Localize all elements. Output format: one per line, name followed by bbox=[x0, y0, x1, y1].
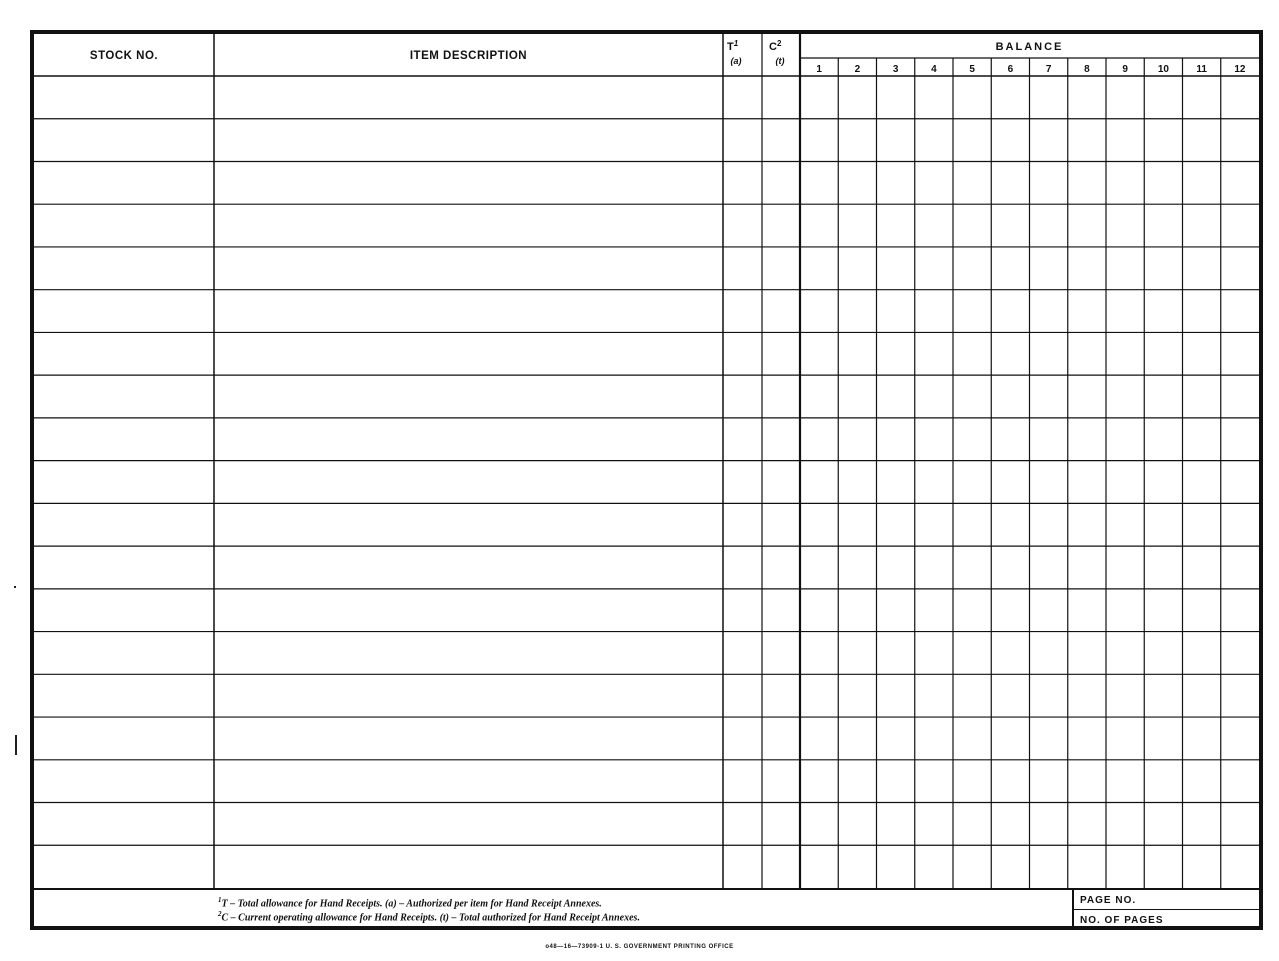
form-footer bbox=[34, 888, 1259, 930]
c-header bbox=[769, 39, 782, 53]
balance-column-label-11: 11 bbox=[1196, 64, 1207, 75]
t-header bbox=[727, 39, 739, 53]
balance-column-label-4: 4 bbox=[931, 64, 937, 75]
c-header-letter: C bbox=[769, 41, 777, 53]
margin-tick bbox=[15, 735, 17, 755]
balance-column-label-12: 12 bbox=[1234, 64, 1246, 75]
balance-column-label-3: 3 bbox=[892, 64, 899, 75]
t-header-superscript: 1 bbox=[733, 39, 739, 48]
balance-column-label-5: 5 bbox=[969, 64, 975, 75]
footnote-1-number: 1 bbox=[218, 896, 222, 904]
grid-lines bbox=[34, 34, 1259, 888]
footnote-1 bbox=[218, 896, 602, 909]
balance-column-label-7: 7 bbox=[1045, 64, 1052, 75]
page-no-field[interactable]: PAGE NO. bbox=[1074, 890, 1259, 910]
header-text bbox=[90, 39, 1246, 75]
item-description-header: ITEM DESCRIPTION bbox=[409, 50, 528, 62]
footnote-1-text: T – Total allowance for Hand Receipts. (a) – Authorized per item for Hand Receipt Annexes. bbox=[221, 898, 602, 910]
balance-column-label-6: 6 bbox=[1007, 64, 1014, 75]
printing-imprint: o48—16—73909-1 U. S. GOVERNMENT PRINTING OFFICE bbox=[545, 944, 734, 950]
no-of-pages-field[interactable]: NO. OF PAGES bbox=[1080, 915, 1164, 926]
form-grid bbox=[34, 34, 1259, 888]
margin-tick bbox=[14, 586, 16, 588]
stock-no-header: STOCK NO. bbox=[89, 50, 159, 62]
hand-receipt-form bbox=[30, 30, 1263, 930]
c-header-sub: (t) bbox=[775, 56, 785, 66]
t-header-letter: T bbox=[727, 41, 734, 53]
c-header-superscript: 2 bbox=[776, 39, 782, 48]
balance-column-label-1: 1 bbox=[816, 64, 822, 75]
footnote-2-text: C – Current operating allowance for Hand Receipts. (t) – Total authorized for Hand Receipt Annexes. bbox=[221, 912, 640, 924]
page-info-box bbox=[1072, 890, 1259, 930]
footnote-2 bbox=[218, 910, 640, 923]
footnote-2-number: 2 bbox=[218, 910, 222, 918]
balance-header: BALANCE bbox=[995, 41, 1064, 53]
balance-column-label-9: 9 bbox=[1122, 64, 1128, 75]
balance-column-label-10: 10 bbox=[1157, 64, 1169, 75]
balance-column-label-2: 2 bbox=[854, 64, 861, 75]
balance-column-label-8: 8 bbox=[1084, 64, 1090, 75]
t-header-sub: (a) bbox=[730, 56, 742, 66]
